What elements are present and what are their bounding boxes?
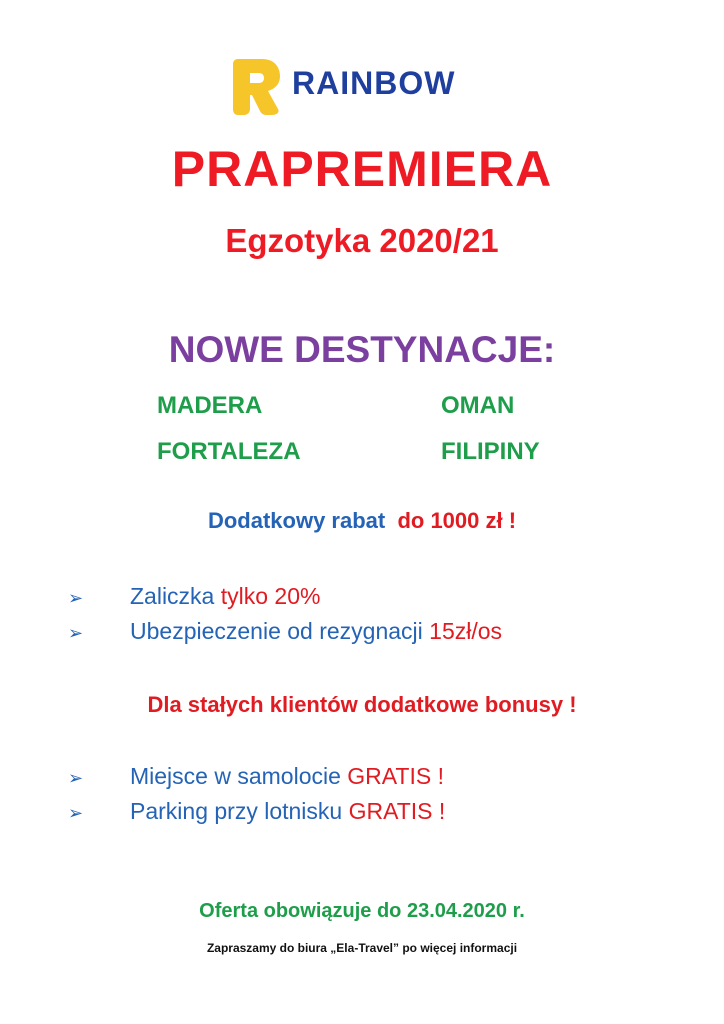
destination-item: FORTALEZA (157, 438, 301, 465)
rainbow-r-logo-icon (232, 55, 282, 115)
discount-label: Dodatkowy rabat (207, 508, 386, 533)
discount-line (0, 508, 724, 534)
brand-logo (232, 55, 502, 115)
arrow-bullet-icon: ➢ (68, 768, 84, 788)
extra-item: ➢ Miejsce w samolocie GRATIS ! (68, 763, 444, 789)
arrow-bullet-icon: ➢ (68, 803, 84, 823)
discount-amount: do 1000 zł ! (397, 508, 517, 533)
offer-validity: Oferta obowiązuje do 23.04.2020 r. (199, 900, 525, 922)
invitation-note: Zapraszamy do biura „Ela-Travel” po więcej informacji (206, 941, 518, 955)
destination-item: MADERA (157, 392, 263, 419)
arrow-bullet-icon: ➢ (68, 623, 84, 643)
arrow-bullet-icon: ➢ (68, 588, 84, 608)
brand-name: RAINBOW (292, 65, 456, 101)
benefit-item: ➢ Ubezpieczenie od rezygnacji 15zł/os (68, 618, 503, 644)
destination-item: FILIPINY (441, 438, 540, 465)
headline: PRAPREMIERA (171, 141, 553, 197)
destinations-heading: NOWE DESTYNACJE: (168, 329, 556, 370)
destination-item: OMAN (441, 392, 515, 419)
benefit-item: ➢ Zaliczka tylko 20% (68, 583, 321, 609)
extra-item: ➢ Parking przy lotnisku GRATIS ! (68, 798, 446, 824)
loyal-customers-note: Dla stałych klientów dodatkowe bonusy ! (147, 692, 577, 717)
subtitle: Egzotyka 2020/21 (225, 222, 499, 259)
